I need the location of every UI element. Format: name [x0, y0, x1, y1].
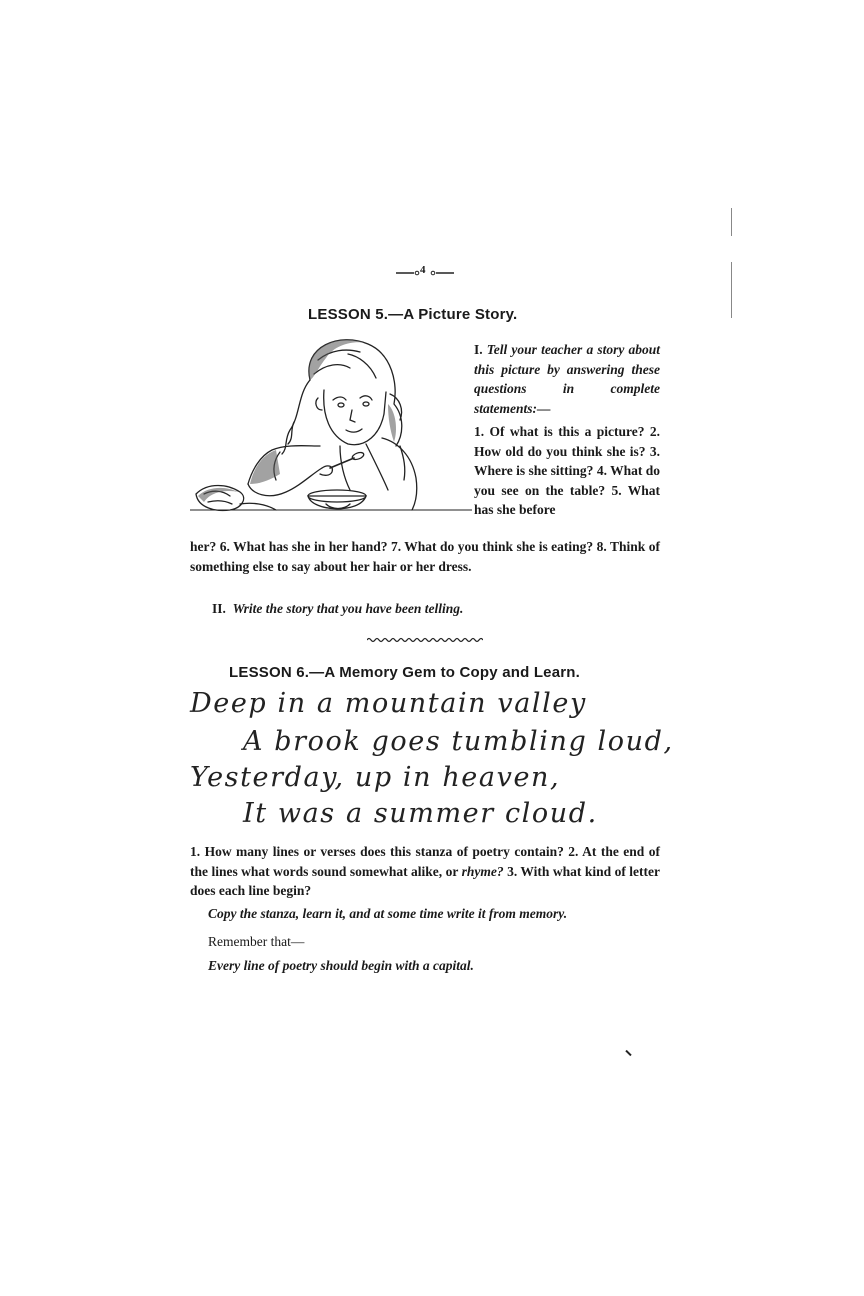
poem-line-4: It was a summer cloud. — [243, 798, 598, 829]
wavy-divider — [367, 636, 483, 644]
girl-eating-illustration — [190, 334, 472, 524]
capital-rule: Every line of poetry should begin with a capital. — [208, 958, 474, 973]
poem-line-1: Deep in a mountain valley — [190, 688, 587, 719]
girl-eating-icon — [190, 334, 472, 524]
instruction-two-text: Write the story that you have been telling. — [232, 601, 464, 616]
scan-mark — [731, 208, 732, 236]
scan-mark — [731, 262, 732, 318]
remember-label: Remember that— — [208, 934, 305, 949]
instruction-one — [474, 340, 660, 418]
rhyme-term: rhyme? — [461, 863, 504, 879]
instruction-one-number: I. — [474, 342, 483, 357]
poem-line-2: A brook goes tumbling loud, — [243, 726, 674, 757]
poem-line-3: Yesterday, up in heaven, — [190, 762, 561, 793]
poem-questions-part-2: 3. With what kind of letter does each line begin? — [190, 863, 661, 898]
questions-continued: her? 6. What has she in her hand? 7. What do you think she is eating? 8. Think of something else to say about her hair or her dress. — [190, 539, 660, 574]
copy-instruction: Copy the stanza, learn it, and at some time write it from memory. — [208, 906, 568, 921]
instruction-one-text: Tell your teacher a story about this picture by answering these questions in complete statements:— — [474, 342, 660, 416]
poem-questions — [190, 842, 660, 901]
scan-speck — [625, 1050, 631, 1056]
instruction-two — [212, 599, 652, 619]
poem-questions-part-1: 1. How many lines or verses does this stanza of poetry contain? 2. At the end of the lines what words sound somewhat alike, or — [190, 844, 660, 879]
lesson-6-heading: LESSON 6.—A Memory Gem to Copy and Learn. — [229, 664, 581, 681]
page-number: 4 — [420, 264, 426, 276]
questions-beside-picture: 1. Of what is this a picture? 2. How old do you think she is? 3. Where is she sitting? 4. What do you see on the table? 5. What has she before — [474, 424, 660, 517]
lesson-5-heading: LESSON 5.—A Picture Story. — [308, 306, 518, 323]
instruction-two-number: II. — [212, 601, 226, 616]
page-number-ornament — [380, 262, 460, 282]
